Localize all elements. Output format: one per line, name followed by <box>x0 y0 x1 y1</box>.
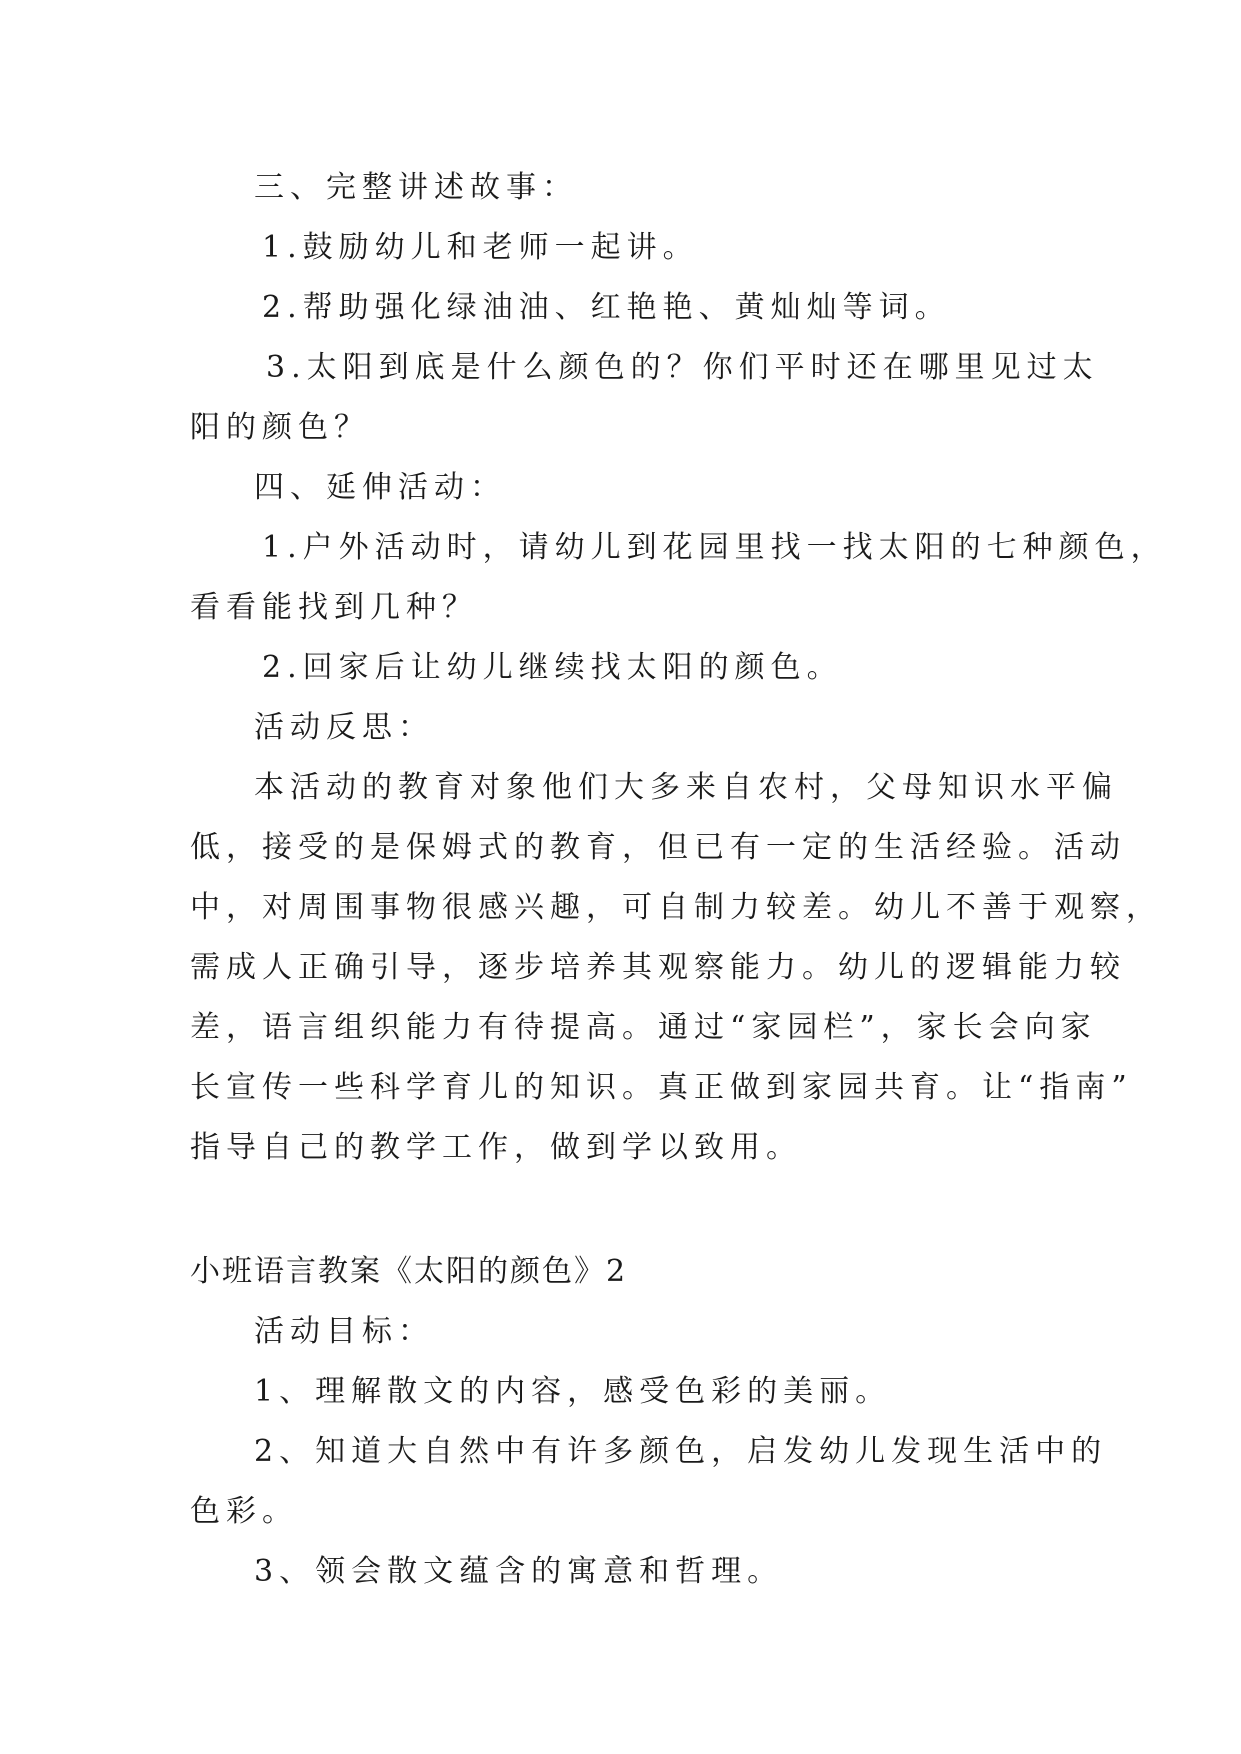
list-item: 2.帮助强化绿油油、红艳艳、黄灿灿等词。 <box>262 290 951 325</box>
list-item: 3、领会散文蕴含的寓意和哲理。 <box>254 1554 784 1589</box>
paragraph-line: 本活动的教育对象他们大多来自农村，父母知识水平偏 <box>254 770 1118 805</box>
lesson-title: 小班语言教案《太阳的颜色》2 <box>190 1254 628 1289</box>
paragraph-line: 指导自己的教学工作，做到学以致用。 <box>190 1130 802 1165</box>
section-heading-goals: 活动目标： <box>254 1314 434 1349</box>
list-item-continuation: 色彩。 <box>190 1494 298 1529</box>
paragraph-line: 低，接受的是保姆式的教育，但已有一定的生活经验。活动 <box>190 830 1126 865</box>
list-item: 1.户外活动时，请幼儿到花园里找一找太阳的七种颜色， <box>262 530 1167 565</box>
paragraph-line: 差，语言组织能力有待提高。通过“家园栏”，家长会向家 <box>190 1010 1097 1045</box>
list-item: 2.回家后让幼儿继续找太阳的颜色。 <box>262 650 843 685</box>
section-heading-reflection: 活动反思： <box>254 710 434 745</box>
list-item: 2、知道大自然中有许多颜色，启发幼儿发现生活中的 <box>254 1434 1108 1469</box>
list-item: 1.鼓励幼儿和老师一起讲。 <box>262 230 699 265</box>
list-item-continuation: 看看能找到几种？ <box>190 590 478 625</box>
list-item: 1、理解散文的内容，感受色彩的美丽。 <box>254 1374 892 1409</box>
list-item: 3.太阳到底是什么颜色的？你们平时还在哪里见过太 <box>266 350 1099 385</box>
section-heading-extension: 四、延伸活动： <box>254 470 506 505</box>
spacer <box>190 1178 1052 1242</box>
paragraph-line: 需成人正确引导，逐步培养其观察能力。幼儿的逻辑能力较 <box>190 950 1126 985</box>
section-heading-story: 三、完整讲述故事： <box>254 170 578 205</box>
paragraph-line: 中，对周围事物很感兴趣，可自制力较差。幼儿不善于观察， <box>190 890 1162 925</box>
paragraph-line: 长宣传一些科学育儿的知识。真正做到家园共育。让“指南” <box>190 1070 1133 1105</box>
document-page <box>190 158 1167 1602</box>
list-item-continuation: 阳的颜色？ <box>190 410 370 445</box>
